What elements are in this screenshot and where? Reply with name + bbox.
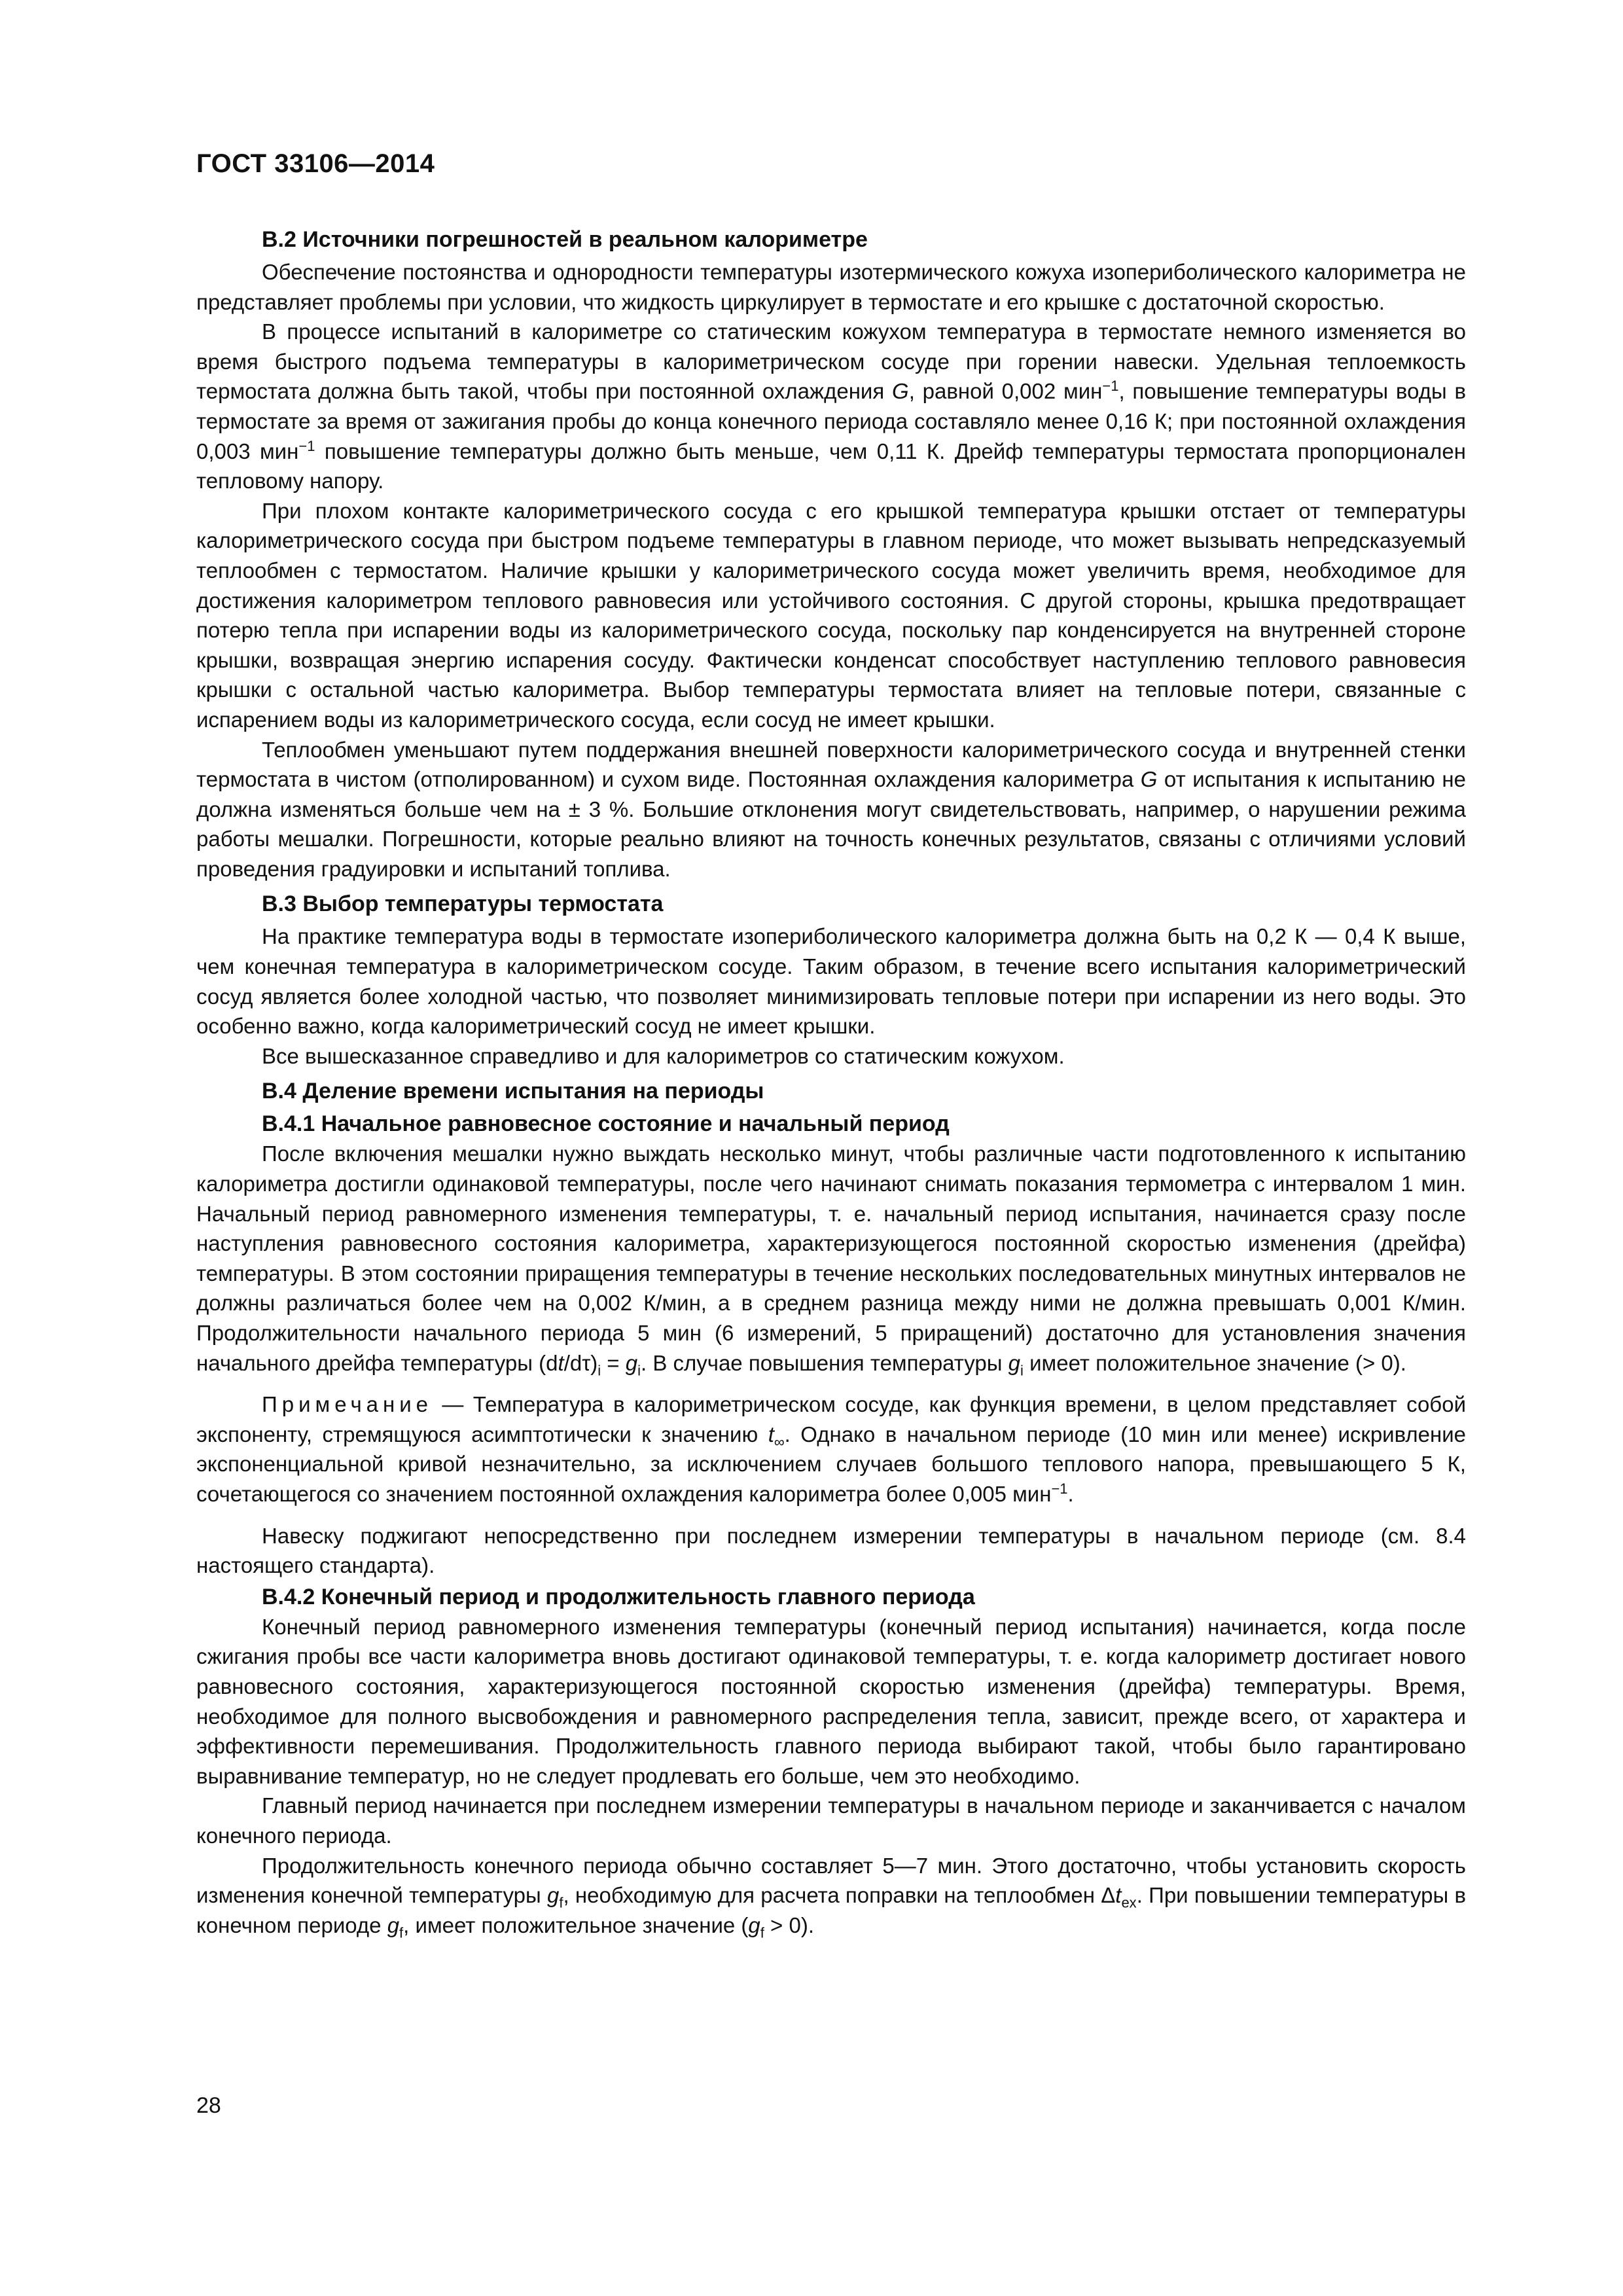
note-paragraph: Примечание — Температура в калориметрическом сосуде, как функция времени, в целом представляет собой экспоненту, стремящуюся асимптотически к значению $t_\infty$. Однако в начальном периоде (10 мин или менее) искривление экспоненциальной кривой незначительно, за исключением случаев большого теплового напора, превышающего 5 К, сочетающегося со значением постоянной охлаждения калориметра более 0,005 мин$^{-1}$. (196, 1392, 1467, 1506)
paragraph: Конечный период равномерного изменения температуры (конечный период испытания) начинается, когда после сжигания пробы все части калориметра вновь достигают одинаковой температуры, т. е. когда калориметр достигает нового равновесного состояния, характеризующегося постоянной скоростью изменения (дрейфа) температуры. Время, необходимое для полного высвобождения и равномерного распределения тепла, зависит, прежде всего, от характера и эффективности перемешивания. Продолжительность главного периода выбирают такой, чтобы было гарантировано выравнивание температур, но не следует продлевать его больше, чем это необходимо. (196, 1614, 1466, 1788)
section-heading-b4: В.4 Деление времени испытания на периоды (262, 1079, 764, 1104)
paragraph: Главный период начинается при последнем измерении температуры в начальном периоде и заканчивается с началом конечного периода. (196, 1793, 1466, 1848)
page-number: 28 (196, 2093, 221, 2118)
paragraph: После включения мешалки нужно выждать несколько минут, чтобы различные части подготовленного к испытанию калориметра достигли одинаковой температуры, после чего начинают снимать показания термометра с интервалом 1 мин. Начальный период равномерного изменения температуры, т. е. начальный период испытания, начинается сразу после наступления равновесного состояния калориметра, характеризующегося постоянной скоростью изменения (дрейфа) температуры. В этом состоянии приращения температуры в течение нескольких последовательных минутных интервалов не должны различаться более чем на 0,002 К/мин, а в среднем разница между ними не должна превышать 0,001 К/мин. Продолжительности начального периода 5 мин (6 измерений, 5 приращений) достаточно для установления значения начального дрейфа температуры $(dt/d\tau)_i = g_i$. В случае повышения температуры $g_i$ имеет положительное значение (> 0). (196, 1141, 1466, 1379)
paragraph: В процессе испытаний в калориметре со статическим кожухом температура в термостате немного изменяется во время быстрого подъема температуры в калориметрическом сосуде при горении навески. Удельная теплоемкость термостата должна быть такой, чтобы при постоянной охлаждения G, равной 0,002 мин$^{-1}$, повышение температуры воды в термостате за время от зажигания пробы до конца конечного периода составляло менее 0,16 К; при постоянной охлаждения 0,003 мин$^{-1}$ повышение температуры должно быть меньше, чем 0,11 К. Дрейф температуры термостата пропорционален тепловому напору. (196, 319, 1466, 493)
note-label: Примечание (262, 1392, 433, 1417)
paragraph: При плохом контакте калориметрического сосуда с его крышкой температура крышки отстает от температуры калориметрического сосуда при быстром подъеме температуры в главном периоде, что может вызывать непредсказуемый теплообмен с термостатом. Наличие крышки у калориметрического сосуда может увеличить время, необходимое для достижения калориметром теплового равновесия или устойчивого состояния. С другой стороны, крышка предотвращает потерю тепла при испарении воды из калориметрического сосуда, поскольку пар конденсируется на внутренней стороне крышки, возвращая энергию испарения сосуду. Фактически конденсат способствует наступлению теплового равновесия крышки с остальной частью калориметра. Выбор температуры термостата влияет на тепловые потери, связанные с испарением воды из калориметрического сосуда, если сосуд не имеет крышки. (196, 498, 1466, 732)
paragraph: Навеску поджигают непосредственно при последнем измерении температуры в начальном периоде (см. 8.4 настоящего стандарта). (196, 1523, 1466, 1578)
section-heading-b2: В.2 Источники погрешностей в реальном калориметре (262, 227, 868, 252)
document-body (196, 219, 1466, 1940)
paragraph: Все вышесказанное справедливо и для калориметров со статическим кожухом. (262, 1043, 1065, 1068)
paragraph: Продолжительность конечного периода обычно составляет 5—7 мин. Этого достаточно, чтобы установить скорость изменения конечной температуры $g_f$, необходимую для расчета поправки на теплообмен $\Delta t_{ex}$. При повышении температуры в конечном периоде $g_f$, имеет положительное значение $(g_f > 0)$. (196, 1853, 1466, 1941)
subsection-heading-b42: В.4.2 Конечный период и продолжительность главного периода (262, 1584, 975, 1609)
subsection-heading-b41: В.4.1 Начальное равновесное состояние и начальный период (262, 1111, 950, 1137)
section-heading-b3: В.3 Выбор температуры термостата (262, 891, 664, 917)
paragraph: Теплообмен уменьшают путем поддержания внешней поверхности калориметрического сосуда и внутренней стенки термостата в чистом (отполированном) и сухом виде. Постоянная охлаждения калориметра G от испытания к испытанию не должна изменяться больше чем на ± 3 %. Большие отклонения могут свидетельствовать, например, о нарушении режима работы мешалки. Погрешности, которые реально влияют на точность конечных результатов, связаны с отличиями условий проведения градуировки и испытаний топлива. (196, 737, 1466, 881)
paragraph: На практике температура воды в термостате изопериболического калориметра должна быть на 0,2 К — 0,4 К выше, чем конечная температура в калориметрическом сосуде. Таким образом, в течение всего испытания калориметрический сосуд является более холодной частью, что позволяет минимизировать тепловые потери при испарении из него воды. Это особенно важно, когда калориметрический сосуд не имеет крышки. (196, 924, 1466, 1039)
paragraph: Обеспечение постоянства и однородности температуры изотермического кожуха изопериболического калориметра не представляет проблемы при условии, что жидкость циркулирует в термостате и его крышке с достаточной скоростью. (196, 260, 1466, 314)
standard-designation: ГОСТ 33106—2014 (196, 149, 435, 178)
